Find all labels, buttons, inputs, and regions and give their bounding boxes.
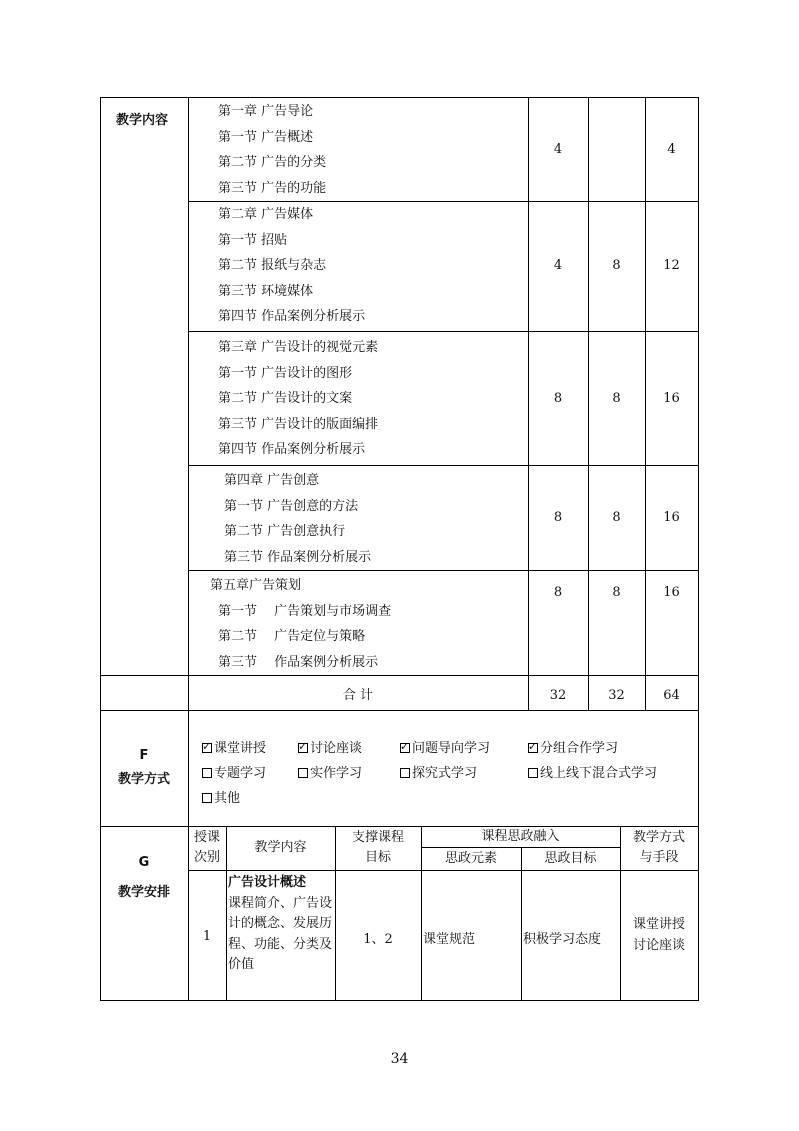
methods-section-top	[100, 710, 699, 711]
header-session-line1: 授课	[193, 830, 220, 845]
methods-section-label: 教学方式	[117, 772, 170, 787]
method-option[interactable]: 探究式学习	[400, 766, 477, 782]
chapter-line: 第一节 广告创意的方法	[224, 498, 359, 514]
chapter-line: 第一章 广告导论	[218, 104, 314, 119]
checkbox-icon[interactable]	[202, 793, 212, 803]
header-method-line2: 与手段	[639, 850, 679, 865]
chapter-3-hours-1: 8	[553, 391, 563, 406]
total-hours-3: 64	[663, 688, 680, 703]
chapter-4-hours-1: 8	[553, 510, 563, 525]
chapter-1-lines	[218, 104, 326, 206]
method-option[interactable]: 其他	[202, 791, 240, 807]
chapter-line: 第二节 广告定位与策略	[218, 629, 366, 645]
chapter-line: 第三节 广告设计的版面编排	[218, 416, 379, 432]
chapter-5-hours-2: 8	[612, 585, 621, 600]
row-method-line2: 讨论座谈	[632, 938, 685, 953]
total-label: 合 计	[342, 688, 374, 703]
row-ideology-goal: 积极学习态度	[523, 932, 602, 947]
chapter-line: 第三节 环境媒体	[218, 283, 314, 299]
chapter-line: 第三节 作品案例分析展示	[224, 549, 372, 565]
chapter-line: 第二节 广告设计的文案	[218, 391, 353, 407]
chapter-line: 第一节 广告策划与市场调查	[218, 603, 392, 619]
method-option[interactable]: 线上线下混合式学习	[528, 766, 657, 782]
row-session: 1	[202, 929, 212, 944]
row-content-line: 计的概念、发展历	[228, 916, 333, 931]
chapter-2-hours-2: 8	[612, 258, 621, 273]
row-content	[228, 873, 332, 976]
schedule-section-label: 教学安排	[117, 885, 170, 900]
chapter-1-hours-1: 4	[553, 142, 563, 157]
chapter-line: 第五章广告策划	[210, 578, 302, 593]
total-hours-1: 32	[549, 688, 567, 703]
checkbox-icon[interactable]	[528, 768, 538, 778]
checkbox-checked-icon[interactable]	[400, 743, 410, 753]
header-content: 教学内容	[254, 840, 307, 855]
method-option[interactable]: ✓ 讨论座谈	[298, 741, 362, 757]
chapter-line: 第一节 广告设计的图形	[218, 365, 353, 381]
chapter-line: 第一节 广告概述	[218, 129, 314, 145]
page-number: 34	[390, 1051, 409, 1067]
row-ideology-element: 课堂规范	[423, 932, 476, 947]
chapter-3-hours-3: 16	[663, 391, 680, 406]
chapter-5-title	[210, 578, 301, 604]
chapter-3-hours-2: 8	[612, 391, 621, 406]
row-content-line: 价值	[228, 957, 255, 972]
checkbox-icon[interactable]	[202, 768, 212, 778]
checkbox-checked-icon[interactable]	[202, 743, 212, 753]
checkbox-icon[interactable]	[298, 768, 308, 778]
checkbox-checked-icon[interactable]	[298, 743, 308, 753]
header-goal-line1: 支撑课程	[351, 830, 404, 845]
chapter-line: 第二节 报纸与杂志	[218, 258, 327, 274]
method-option[interactable]: ✓ 分组合作学习	[528, 741, 618, 757]
table-border-top	[100, 97, 699, 98]
total-hours-2: 32	[608, 688, 625, 703]
schedule-section-letter: G	[138, 855, 150, 870]
chapter-line: 第二节 广告的分类	[218, 155, 327, 171]
chapter-5-hours-1: 8	[553, 585, 563, 600]
chapter-line: 第一节 招贴	[218, 232, 288, 248]
chapter-5-hours-3: 16	[663, 585, 680, 600]
schedule-header-bottom	[188, 870, 699, 871]
ideology-header-divider	[421, 847, 620, 848]
row-goal: 1、2	[363, 932, 393, 947]
method-option[interactable]: ✓课堂讲授	[202, 741, 266, 757]
method-option[interactable]: ✓ 问题导向学习	[400, 741, 490, 757]
checkbox-icon[interactable]	[400, 768, 410, 778]
chapter-line: 第四章 广告创意	[224, 473, 320, 488]
header-method-line1: 教学方式	[632, 830, 685, 845]
chapter-5-lines	[218, 604, 391, 681]
chapter-line: 第二章 广告媒体	[218, 207, 314, 222]
table-border-right	[698, 97, 699, 1001]
schedule-section-top	[100, 826, 699, 827]
row-content-line: 程、功能、分类及	[228, 936, 333, 952]
chapter-2-hours-3: 12	[663, 258, 680, 273]
chapter-line: 第三章 广告设计的视觉元素	[218, 340, 379, 355]
methods-section-letter: F	[139, 748, 149, 763]
chapter-4-hours-3: 16	[663, 510, 680, 525]
chapter-2-hours-1: 4	[553, 258, 563, 273]
chapter-1-hours-3: 4	[667, 142, 676, 157]
chapter-line: 第三节 作品案例分析展示	[218, 654, 379, 670]
header-session-line2: 次别	[193, 850, 220, 865]
chapter-3-lines	[218, 340, 378, 468]
content-section-label: 教学内容	[116, 113, 169, 128]
chapter-2-lines	[218, 207, 365, 335]
row-content-title: 广告设计概述	[228, 875, 307, 890]
method-option[interactable]: 实作学习	[298, 766, 362, 782]
row-content-line: 课程简介、广告设	[228, 895, 333, 911]
chapter-line: 第四节 作品案例分析展示	[218, 442, 366, 458]
header-goal-line2: 目标	[364, 850, 391, 865]
checkbox-checked-icon[interactable]	[528, 743, 538, 753]
chapter-4-hours-2: 8	[612, 510, 621, 525]
chapter-line: 第三节 广告的功能	[218, 180, 327, 196]
header-ideology-element: 思政元素	[444, 851, 497, 866]
method-option[interactable]: 专题学习	[202, 766, 266, 782]
chapter-line: 第二节 广告创意执行	[224, 524, 346, 540]
chapter-line: 第四节 作品案例分析展示	[218, 309, 366, 325]
header-ideology-goal: 思政目标	[544, 851, 597, 866]
chapter-4-lines	[224, 473, 371, 575]
table-border-bottom	[100, 1000, 699, 1001]
row-method-line1: 课堂讲授	[632, 917, 685, 932]
total-row-top	[100, 675, 699, 676]
header-ideology: 课程思政融入	[481, 829, 560, 844]
